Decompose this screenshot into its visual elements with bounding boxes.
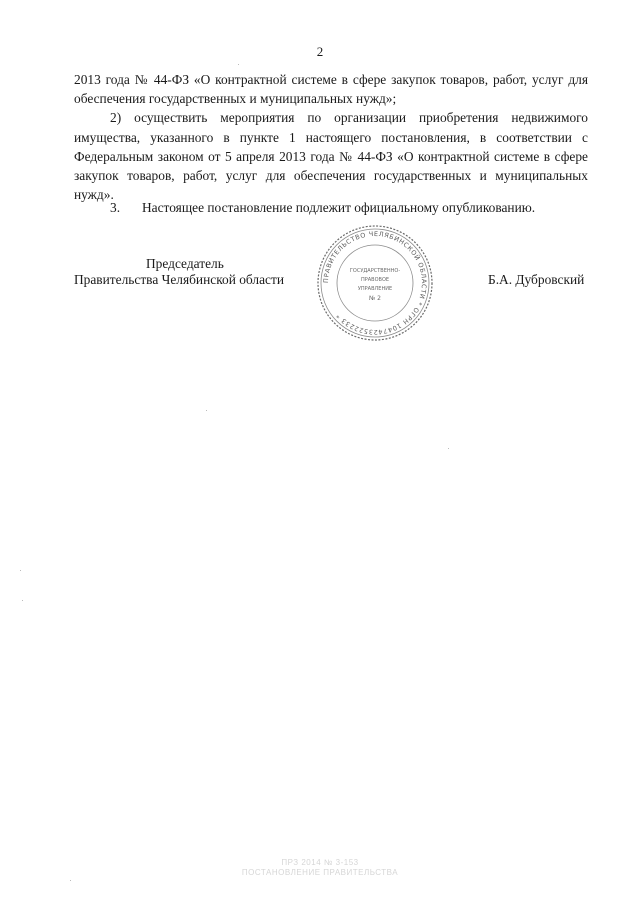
seal-center-line-3: УПРАВЛЕНИЕ xyxy=(357,286,393,292)
scan-speck xyxy=(448,448,449,449)
scan-speck xyxy=(206,410,207,411)
scan-speck xyxy=(238,64,239,65)
paragraph-item-3 xyxy=(110,200,535,216)
seal-center-line-2: ПРАВОВОЕ xyxy=(360,277,390,283)
paragraph-continuation: 2013 года № 44-ФЗ «О контрактной системе в сфере закупок товаров, работ, услуг для обеспечения государственных и муниципальных нужд»; xyxy=(74,72,588,107)
item-3-number: 3. xyxy=(110,200,121,215)
scan-speck xyxy=(22,600,23,601)
seal-outer-text: ПРАВИТЕЛЬСТВО ЧЕЛЯБИНСКОЙ ОБЛАСТИ * ОГРН 1047423522233 * xyxy=(321,229,429,337)
official-seal-stamp xyxy=(316,224,434,342)
item-3-text: Настоящее постановление подлежит официальному опубликованию. xyxy=(142,200,536,215)
signature-name: Б.А. Дубровский xyxy=(488,272,585,287)
footer-line-2: ПОСТАНОВЛЕНИЕ ПРАВИТЕЛЬСТВА xyxy=(241,868,399,877)
seal-center-line-1: ГОСУДАРСТВЕННО- xyxy=(349,268,401,274)
signature-title: Председатель xyxy=(146,256,224,271)
seal-icon xyxy=(316,224,434,342)
scan-speck xyxy=(20,570,21,571)
paragraph-item-2: 2) осуществить мероприятия по организации приобретения недвижимого имущества, указанного в пункте 1 настоящего постановления, в соответствии с Федеральным законом от 5 апреля 2013 года № 44-ФЗ «О контрактной системе в сфере закупок товаров, работ, услуг для обеспечения государственных и муниципальных нужд». xyxy=(74,110,588,203)
body-text xyxy=(74,70,588,204)
page-number: 2 xyxy=(316,44,324,59)
footer-line-1: ПРЗ 2014 № 3-153 xyxy=(281,858,359,867)
scan-speck xyxy=(70,880,71,881)
signature-organization: Правительства Челябинской области xyxy=(74,272,284,287)
footer-faint-stamp xyxy=(0,858,640,878)
seal-center-line-4: № 2 xyxy=(369,295,381,302)
